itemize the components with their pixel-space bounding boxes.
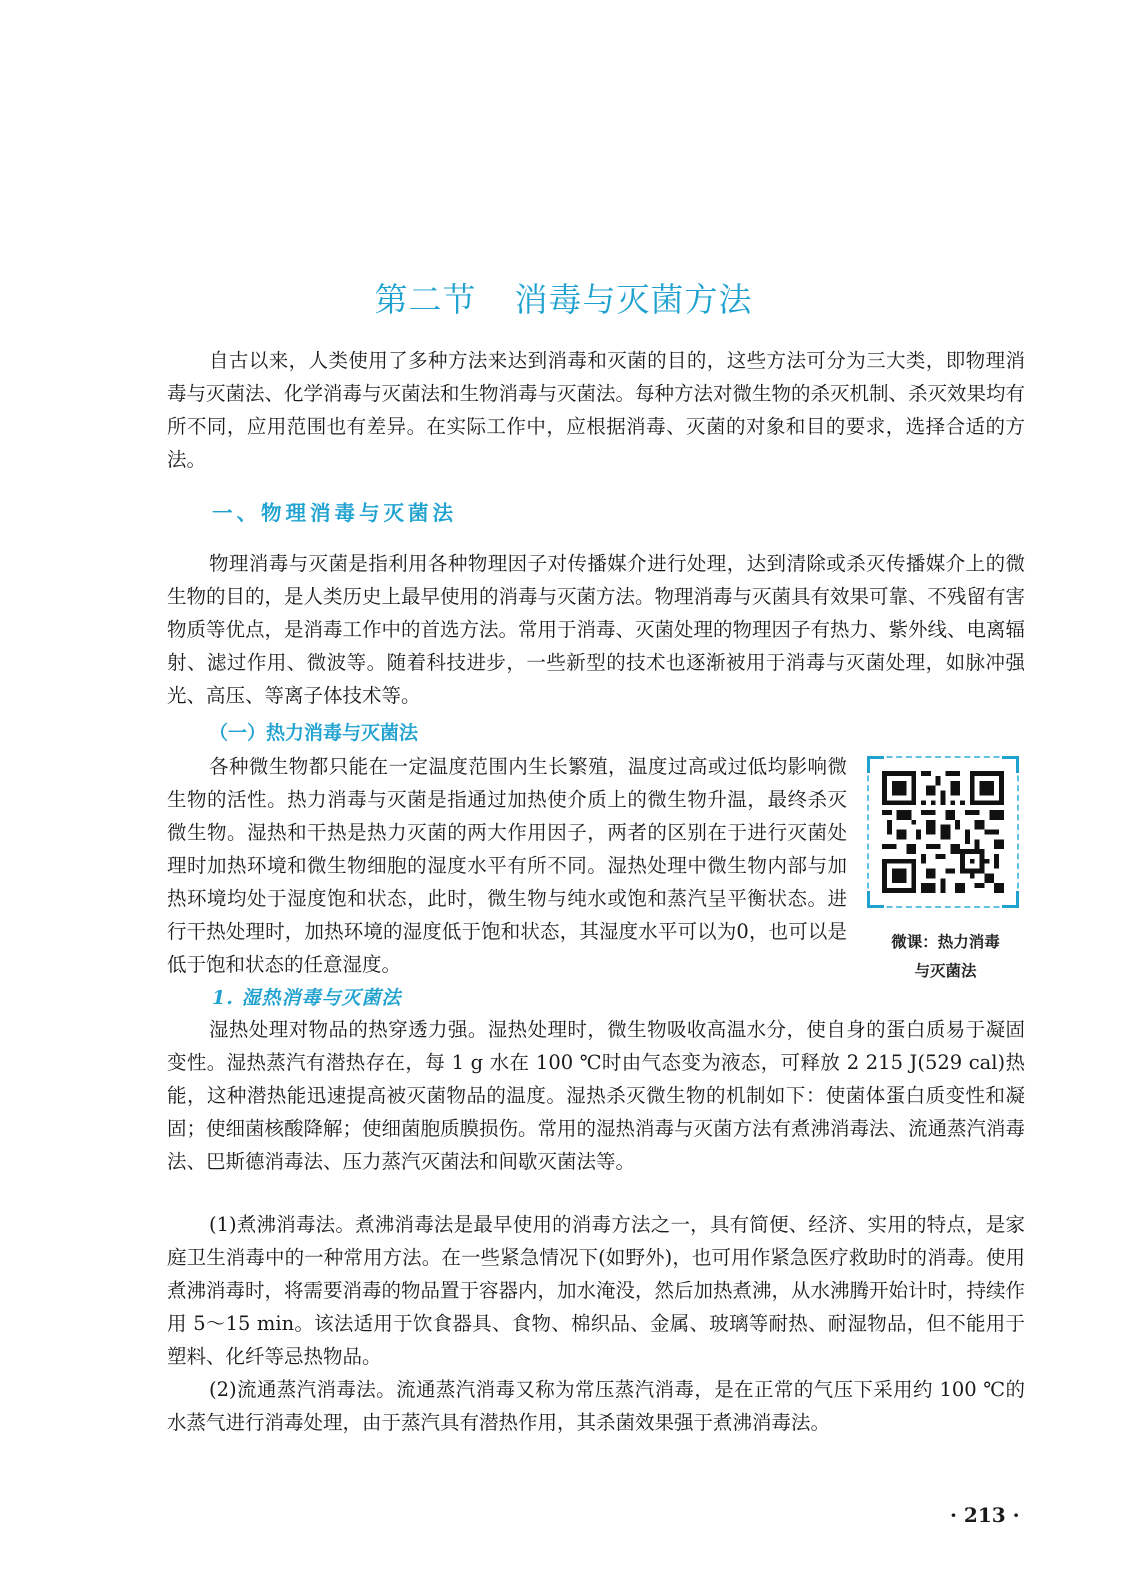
heading-moist-heat: 1. 湿热消毒与灭菌法	[212, 987, 402, 1009]
qr-code-icon	[882, 771, 1004, 893]
intro-paragraph: 自古以来，人类使用了多种方法来达到消毒和灭菌的目的，这些方法可分为三大类，即物理消毒与灭菌法、化学消毒与灭菌法和生物消毒与灭菌法。每种方法对微生物的杀灭机制、杀灭效果均有所不同，应用范围也有差异。在实际工作中，应根据消毒、灭菌的对象和目的要求，选择合适的方法。	[167, 349, 1026, 471]
qr-caption-line2: 与灭菌法	[914, 962, 977, 980]
page-number: · 213 ·	[950, 1503, 1020, 1527]
heading-physical-methods: 一、物理消毒与灭菌法	[212, 501, 457, 525]
heading-thermal-methods: （一）热力消毒与灭菌法	[209, 722, 419, 744]
physical-paragraph: 物理消毒与灭菌是指利用各种物理因子对传播媒介进行处理，达到清除或杀灭传播媒介上的微生物的目的，是人类历史上最早使用的消毒与灭菌方法。物理消毒与灭菌具有效果可靠、不残留有害物质等优点，是消毒工作中的首选方法。常用于消毒、灭菌处理的物理因子有热力、紫外线、电离辐射、滤过作用、微波等。随着科技进步，一些新型的技术也逐渐被用于消毒与灭菌处理，如脉冲强光、高压、等离子体技术等。	[167, 552, 1026, 707]
steam-paragraph: (2)流通蒸汽消毒法。流通蒸汽消毒又称为常压蒸汽消毒，是在正常的气压下采用约 100 ℃的水蒸气进行消毒处理，由于蒸汽具有潜热作用，其杀菌效果强于煮沸消毒法。	[167, 1378, 1025, 1434]
qr-code[interactable]	[867, 756, 1019, 908]
section-name: 消毒与灭菌方法	[514, 280, 753, 320]
thermal-paragraph: 各种微生物都只能在一定温度范围内生长繁殖，温度过高或过低均影响微生物的活性。热力消毒与灭菌是指通过加热使介质上的微生物升温，最终杀灭微生物。湿热和干热是热力灭菌的两大作用因子，两者的区别在于进行灭菌处理时加热环境和微生物细胞的湿度水平有所不同。湿热处理中微生物内部与加热环境均处于湿度饱和状态，此时，微生物与纯水或饱和蒸汽呈平衡状态。进行干热处理时，加热环境的湿度低于饱和状态，其湿度水平可以为0，也可以是低于饱和状态的任意湿度。	[167, 755, 847, 976]
section-title	[0, 274, 1127, 321]
qr-caption	[858, 928, 1033, 986]
qr-caption-line1: 微课：热力消毒	[891, 933, 1000, 951]
section-number: 第二节	[374, 280, 477, 320]
moist-heat-paragraph: 湿热处理对物品的热穿透力强。湿热处理时，微生物吸收高温水分，使自身的蛋白质易于凝固变性。湿热蒸汽有潜热存在，每 1 g 水在 100 ℃时由气态变为液态，可释放 2 215 J(529 cal)热能，这种潜热能迅速提高被灭菌物品的温度。湿热杀灭微生物的机制如下：使菌体蛋白质变性和凝固；使细菌核酸降解；使细菌胞质膜损伤。常用的湿热消毒与灭菌方法有煮沸消毒法、流通蒸汽消毒法、巴斯德消毒法、压力蒸汽灭菌法和间歇灭菌法等。	[167, 1018, 1026, 1173]
boiling-paragraph: (1)煮沸消毒法。煮沸消毒法是最早使用的消毒方法之一，具有简便、经济、实用的特点，是家庭卫生消毒中的一种常用方法。在一些紧急情况下(如野外)，也可用作紧急医疗救助时的消毒。使用煮沸消毒时，将需要消毒的物品置于容器内，加水淹没，然后加热煮沸，从水沸腾开始计时，持续作用 5～15 min。该法适用于饮食器具、食物、棉织品、金属、玻璃等耐热、耐湿物品，但不能用于塑料、化纤等忌热物品。	[167, 1213, 1026, 1368]
